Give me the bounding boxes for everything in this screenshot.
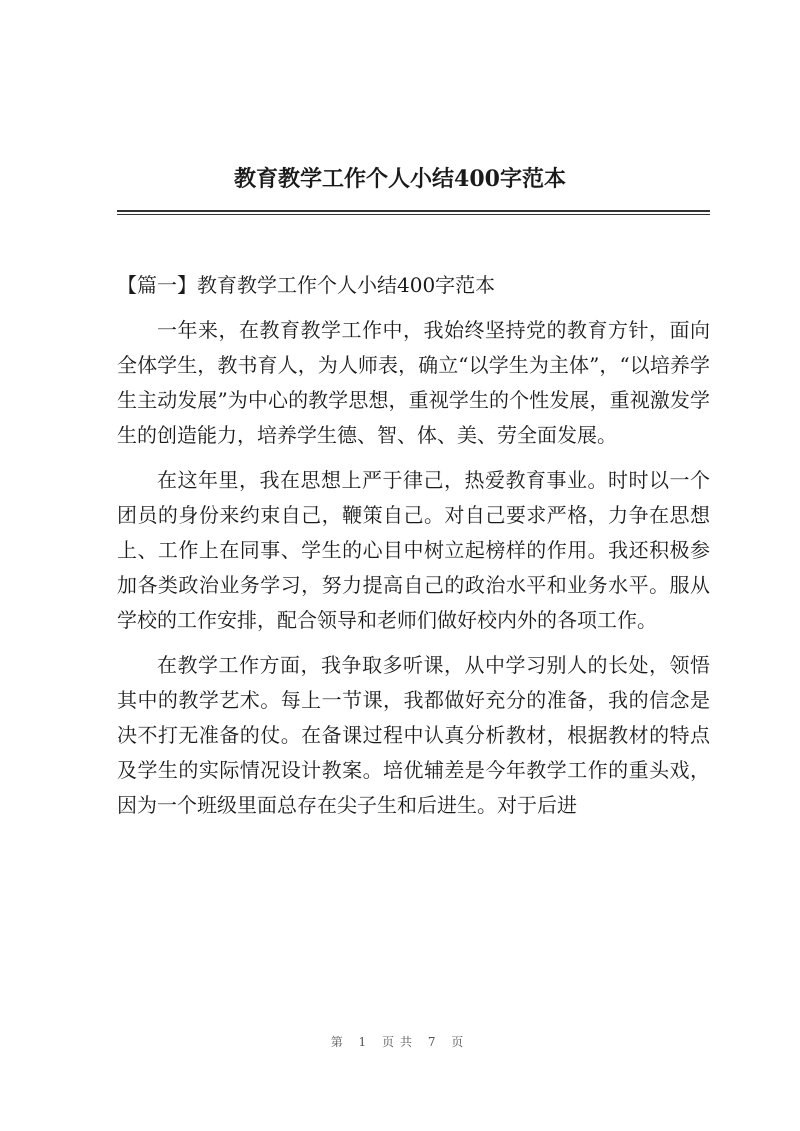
- title-divider: [117, 210, 710, 215]
- paragraph-2: 在这年里，我在思想上严于律己，热爱教育事业。时时以一个团员的身份来约束自己，鞭策自己。对自己要求严格，力争在思想上、工作上在同事、学生的心目中树立起榜样的作用。我还积极参加各类政治业务学习，努力提高自己的政治水平和业务水平。服从学校的工作安排，配合领导和老师们做好校内外的各项工作。: [117, 468, 710, 632]
- document-title: 教育教学工作个人小结400字范本: [234, 166, 566, 192]
- paragraph-3: 在教学工作方面，我争取多听课，从中学习别人的长处，领悟其中的教学艺术。每上一节课，我都做好充分的准备，我的信念是决不打无准备的仗。在备课过程中认真分析教材，根据教材的特点及学生的实际情况设计教案。培优辅差是今年教学工作的重头戏，因为一个班级里面总存在尖子生和后进生。对于后进: [117, 653, 710, 817]
- paragraph-1: 一年来，在教育教学工作中，我始终坚持党的教育方针，面向全体学生，教书育人，为人师表，确立“以学生为主体”，“以培养学生主动发展”为中心的教学思想，重视学生的个性发展，重视激发学生的创造能力，培养学生德、智、体、美、劳全面发展。: [117, 318, 710, 447]
- document-body: [117, 268, 710, 823]
- section-heading: 【篇一】教育教学工作个人小结400字范本: [117, 273, 496, 297]
- page-footer: 第 1 页共 7 页: [330, 1035, 470, 1049]
